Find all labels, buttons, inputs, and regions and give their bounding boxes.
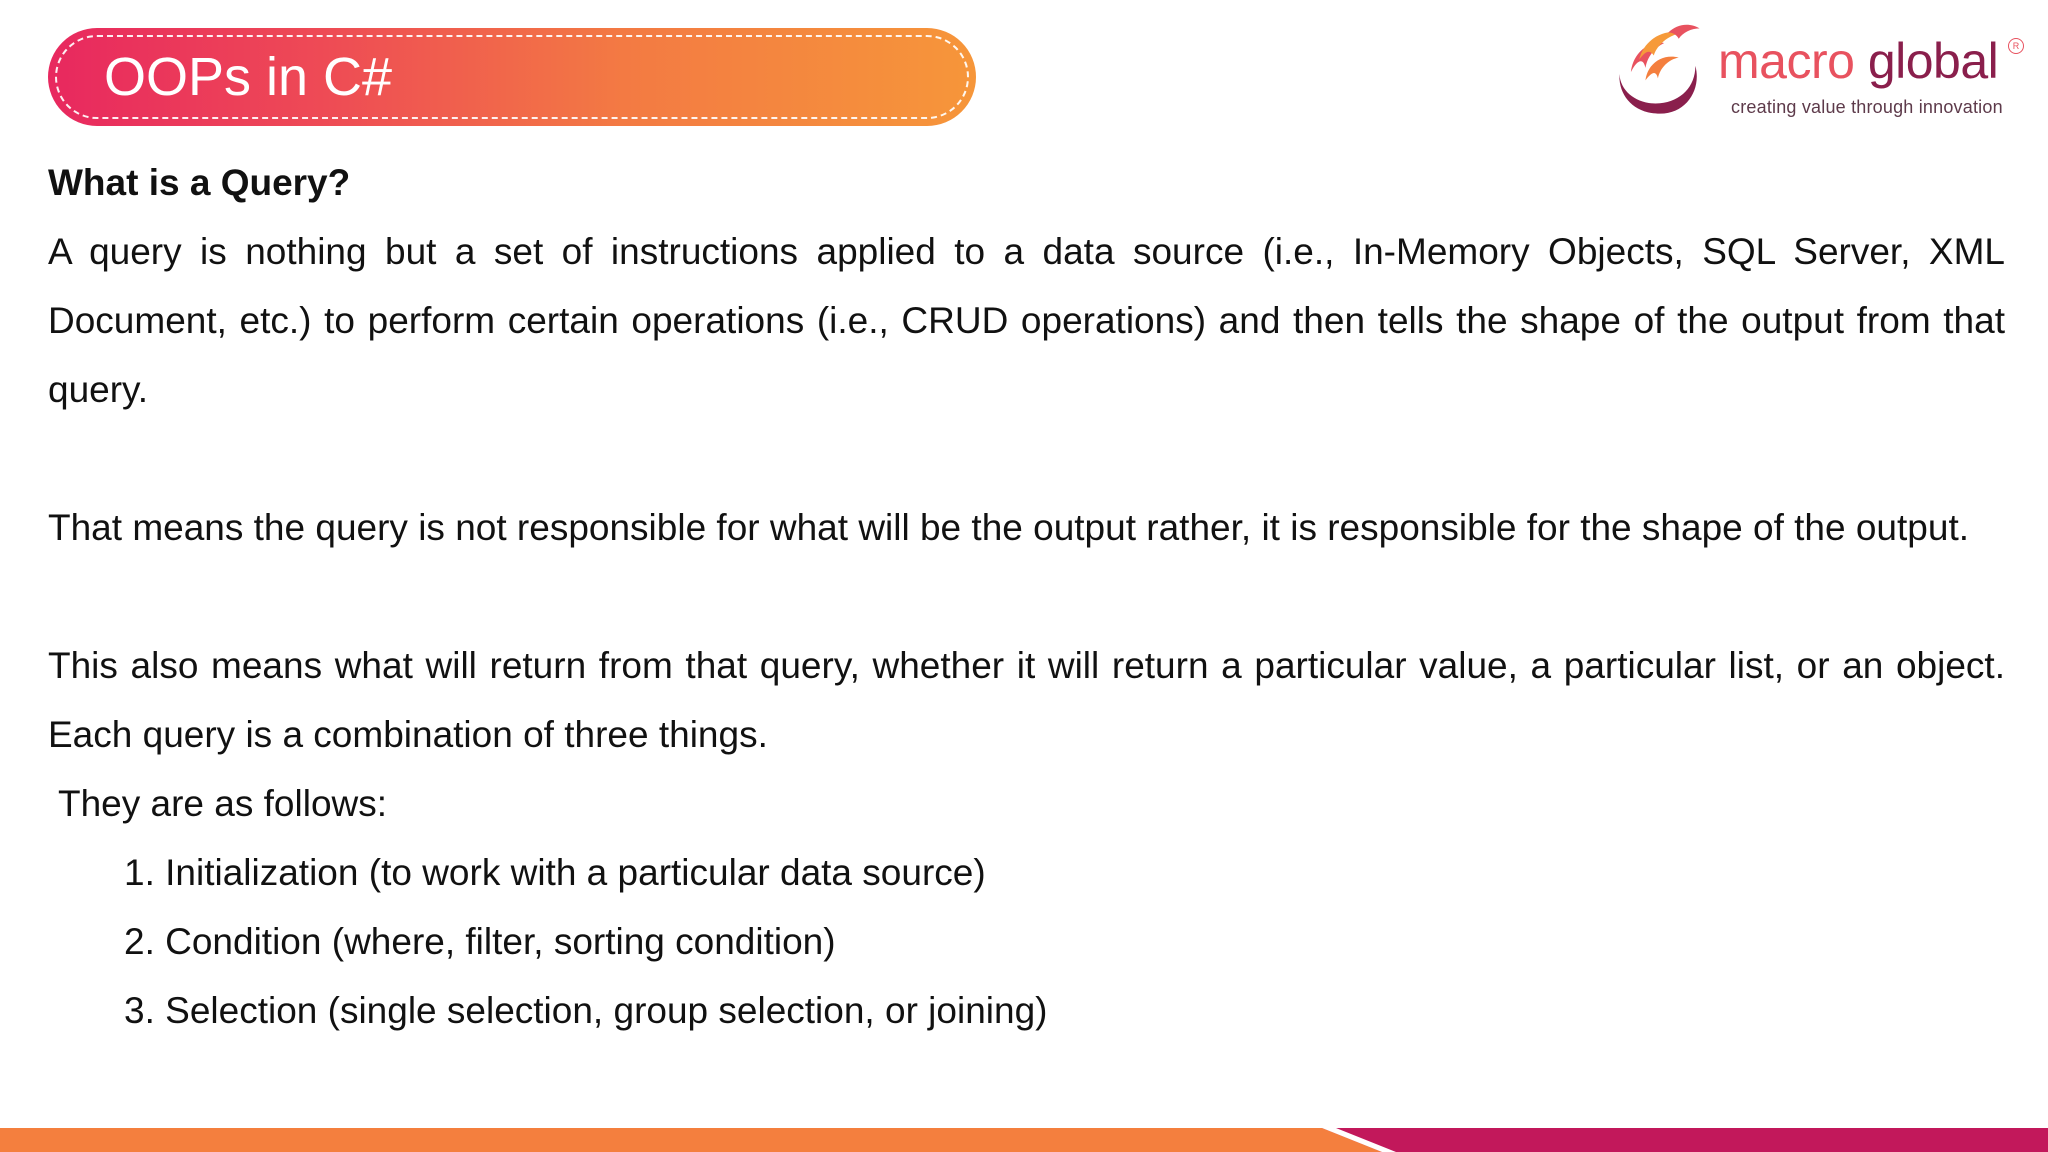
logo-word-macro: macro [1718,33,1855,89]
list-item: 1. Initialization (to work with a particular data source) [124,852,986,893]
paragraph-responsibility: That means the query is not responsible for what will be the output rather, it is responsible for the shape of the output. [48,507,1970,548]
list-item: 2. Condition (where, filter, sorting condition) [124,921,836,962]
swirl-logo-icon [1608,18,1712,122]
footer-bar-magenta [1322,1128,2048,1152]
logo-tagline: creating value through innovation [1731,97,2003,117]
paragraph-spacer [48,562,2005,631]
macro-global-logo [1608,18,2026,128]
paragraph-definition: A query is nothing but a set of instructions applied to a data source (i.e., In-Memory Objects, SQL Server, XML Document, etc.) to perform certain operations (i.e., CRUD operations) and then tells the shape of the output from that query. [48,231,2005,410]
slide-content [48,148,2005,1045]
slide-title: OOPs in C# [104,47,393,107]
section-heading: What is a Query? [48,162,351,203]
footer-accent-bar [0,1128,2048,1152]
paragraph-return: This also means what will return from that query, whether it will return a particular value, a particular list, or an object. Each query is a combination of three things. [48,645,2005,755]
follows-line: They are as follows: [58,783,388,824]
logo-word-global: global [1867,33,1999,89]
slide-title-banner [48,28,976,126]
query-steps-list [48,838,2005,1045]
registered-mark: R [2008,38,2024,54]
paragraph-spacer [48,424,2005,493]
logo-wordmark [1718,33,1999,89]
list-item: 3. Selection (single selection, group selection, or joining) [124,990,1048,1031]
